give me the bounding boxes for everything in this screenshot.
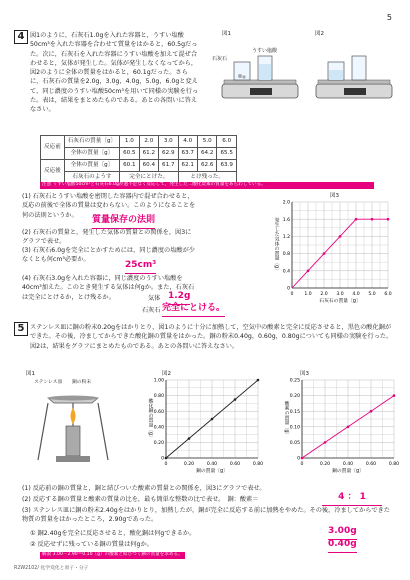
q5-question-3-1: ① 銅2.40gを完全に反応させると，酸化銅は何gできるか。 — [30, 530, 196, 537]
q5-question-1: (1) 反応前の銅の質量と，銅と結びついた酸素の質量との関係を，図3にグラフで表せ。 — [22, 485, 266, 492]
q5-fig3-chart — [278, 374, 404, 478]
cell: 62.6 — [197, 160, 216, 172]
q5-answer-2: 4 ： 1 — [322, 491, 382, 506]
x-tick-label: 0.80 — [252, 462, 264, 467]
y-tick-label: 1.2 — [282, 235, 290, 240]
data-point — [387, 218, 390, 221]
q5-fig2-label: 図2 — [162, 371, 171, 377]
x-tick-label: 0.60 — [229, 462, 241, 467]
cell: 61.7 — [159, 160, 178, 172]
data-point — [211, 418, 214, 421]
x-tick-label: 1.0 — [304, 292, 312, 297]
y-axis-label: 発生した気体の質量〔g〕 — [273, 217, 279, 273]
y-tick-label: 0.40 — [153, 425, 164, 431]
x-tick-label: 2.0 — [320, 292, 328, 297]
cell: 63.7 — [178, 148, 197, 160]
data-point — [307, 270, 310, 273]
data-point — [188, 437, 191, 440]
footer: R2W2102/ 化学変化と原子・分子 — [14, 565, 89, 571]
y-tick-label: 0.10 — [289, 425, 300, 431]
q5-intro: ステンレス皿に銅の粉末0.20gをはかりとり，図1のように十分に加熱して，空気中の酸素と完全に反応させると，黒色の酸化銅ができた。その後，冷ましてからできた酸化銅の質量をはかった。銅の粉末0.40g，0.60g，0.80gについても同様の実験を行った。図2は，結果をグラフにまとめたものである。あとの各問いに答えなさい。 — [30, 324, 393, 350]
q4-number: 4 — [14, 30, 28, 44]
limestone-label: 石灰石 — [212, 56, 228, 62]
q4-fig2-label: 図2 — [315, 31, 324, 37]
q4-answer-4-gas: 1.2g — [168, 290, 190, 305]
x-tick-label: 0.40 — [342, 462, 354, 467]
data-point — [301, 457, 304, 460]
x-tick-label: 0 — [164, 462, 168, 467]
cell: 3.0 — [159, 136, 178, 148]
x-tick-label: 0.60 — [365, 462, 377, 467]
data-point — [347, 426, 350, 429]
cell: 完全にとけた。 — [120, 172, 178, 184]
q5-question-2: (2) 反応する銅の質量と酸素の質量の比を，最も簡単な整数の比で表せ。 銅：酸素＝ — [22, 496, 259, 503]
q4-question-2: (2) 石灰石の質量と，発生した気体の質量との関係を，図3にグラフで表せ。 — [22, 229, 192, 246]
cell: 4.0 — [178, 136, 197, 148]
before-label: 反応前 — [41, 136, 65, 160]
y-tick-label: 0.4 — [282, 269, 290, 275]
x-tick-label: 4.0 — [352, 292, 360, 297]
balance-apparatus-illustration — [210, 36, 398, 108]
q4-answer-4-stone: 完全にとける。 — [162, 302, 225, 317]
data-point — [323, 252, 326, 255]
cell: 65.5 — [217, 148, 236, 160]
q4-intro: 図1のように，石灰石1.0gを入れた容器と，うすい塩酸50cm³を入れた容器を合わせて質量をはかると，60.5gだった。次に，石灰石を入れた容器にうすい塩酸を加えて混ぜ合わせると，気体が発生した。気体が発生しなくなってから，図2のように全体の質量をはかると，60.1gだった。さらに，石灰石の質量を2.0g，3.0g，4.0g，5.0g，6.0gと変えて，同じ濃度のうすい塩酸50cm³を用いて同様の実験を行った。表は，結果をまとめたものである。あとの各問いに答えなさい。 — [30, 32, 199, 114]
row-label: 全体の質量〔g〕 — [64, 148, 119, 160]
data-point — [234, 398, 237, 401]
cell: 62.1 — [178, 160, 197, 172]
data-point — [257, 379, 260, 382]
q4-answer-3: 25cm³ — [125, 259, 156, 274]
y-axis-label: 酸化銅の質量〔g〕 — [147, 398, 153, 440]
cell: 60.5 — [120, 148, 139, 160]
y-tick-label: 0.15 — [289, 409, 300, 415]
q5-answer-3-2: 0.40g — [328, 538, 357, 553]
y-tick-label: 0 — [297, 456, 300, 462]
burner-apparatus-illustration — [28, 386, 118, 466]
data-point — [339, 235, 342, 238]
q4-question-3: (3) 石灰石6.0gを完全にとかすためには，同じ濃度の塩酸が少なくとも何cm³必要か。 — [22, 247, 195, 264]
steel-dish-label: ステンレス皿 — [34, 380, 63, 385]
data-point — [324, 441, 327, 444]
cell: 6.0 — [217, 136, 236, 148]
y-tick-label: 2.0 — [282, 200, 290, 206]
x-tick-label: 6.0 — [384, 292, 392, 297]
y-tick-label: 0.60 — [153, 409, 164, 415]
q5-fig2-chart — [142, 374, 268, 478]
row-label: 石灰石の質量〔g〕 — [64, 136, 119, 148]
q4-question-1: (1) 石灰石とうすい塩酸を密閉した容器内で混ぜ合わせると，反応の前後で全体の質量は変わらない。このようになることを何の法則というか。 — [22, 193, 196, 219]
x-tick-label: 0.40 — [206, 462, 218, 467]
cell: 2.0 — [139, 136, 158, 148]
row-label: 石灰石のようす — [64, 172, 119, 184]
x-tick-label: 0.20 — [319, 462, 331, 467]
q4-answer-1: 質量保存の法則 — [92, 214, 155, 229]
data-point — [371, 218, 374, 221]
q4-fig3-label: 図3 — [330, 193, 339, 199]
after-label: 反応後 — [41, 160, 65, 184]
data-point — [355, 218, 358, 221]
q5-number-box — [14, 322, 28, 336]
copper-powder-label: 銅の粉末 — [72, 380, 92, 385]
x-tick-label: 0 — [290, 292, 294, 297]
q5-question-3: (3) ステンレス皿に銅の粉末2.40gをはかりとり，加熱したが，銅が完全に反応する前に加熱をやめた。その後，冷ましてからできた物質の質量をはかったところ，2.90gであった。 — [22, 507, 390, 524]
y-tick-label: 0.20 — [153, 441, 164, 446]
q5-number: 5 — [14, 322, 28, 336]
hcl-label: うすい塩酸 — [252, 48, 278, 54]
data-point — [393, 394, 396, 397]
q4-answer-4-gas-label: 気体 — [148, 295, 161, 302]
x-tick-label: 0.80 — [388, 462, 400, 467]
q5-explanation: 解説 3.00－2.90＝0.10（g）の酸素と結びつく銅の質量を求める。 — [42, 552, 183, 557]
q4-results-table — [40, 135, 237, 184]
q4-answer-4-stone-label: 石灰石 — [142, 307, 161, 314]
x-tick-label: 0.20 — [183, 462, 195, 467]
y-tick-label: 0 — [161, 456, 164, 462]
data-point — [370, 410, 373, 413]
q5-answer-3-1: 3.00g — [328, 525, 357, 540]
q4-fig3-chart — [268, 196, 398, 308]
x-tick-label: 5.0 — [368, 292, 376, 297]
cell: 1.0 — [120, 136, 139, 148]
cell: 62.9 — [159, 148, 178, 160]
cell: 60.1 — [120, 160, 139, 172]
y-tick-label: 0.05 — [289, 441, 300, 446]
y-tick-label: 0.25 — [289, 378, 300, 384]
q5-question-3-2: ② 反応せずに残っている銅の質量は何gか。 — [30, 541, 153, 548]
q4-note: 注意 うすい塩酸50cm³と石灰石6.0gが過不足なく反応して，発生した二酸化炭素の質量をあらわしている。 — [40, 182, 374, 189]
q4-fig1-label: 図1 — [222, 31, 231, 37]
y-tick-label: 1.00 — [153, 378, 164, 384]
data-point — [165, 457, 168, 460]
q5-fig3-label: 図3 — [300, 371, 309, 377]
q4-number-box — [14, 30, 28, 44]
y-tick-label: 0.80 — [153, 394, 164, 400]
y-tick-label: 0.8 — [282, 252, 290, 258]
x-axis-label: 銅の質量〔g〕 — [332, 469, 364, 474]
x-axis-label: 石灰石の質量〔g〕 — [319, 299, 361, 304]
cell: 64.2 — [197, 148, 216, 160]
cell: 61.2 — [139, 148, 158, 160]
cell: 60.4 — [139, 160, 158, 172]
y-tick-label: 0.20 — [289, 394, 300, 400]
y-axis-label: 酸素の質量〔g〕 — [283, 400, 289, 438]
page-number: 5 — [386, 13, 392, 22]
y-tick-label: 1.6 — [282, 217, 290, 223]
x-tick-label: 0 — [300, 462, 304, 467]
cell: 5.0 — [197, 136, 216, 148]
row-label: 全体の質量〔g〕 — [64, 160, 119, 172]
q4-question-4: (4) 石灰石3.0gを入れた容器に，同じ濃度のうすい塩酸を40cm³加えた。このとき発生する気体は何gか。また，石灰石は完全にとけるか，とけ残るか。 — [22, 275, 195, 301]
y-tick-label: 0 — [287, 286, 290, 292]
cell: 63.9 — [217, 160, 236, 172]
q5-fig1-label: 図1 — [26, 371, 35, 377]
x-axis-label: 銅の質量〔g〕 — [196, 469, 228, 474]
x-tick-label: 3.0 — [336, 292, 344, 297]
cell: とけ残った。 — [178, 172, 236, 184]
